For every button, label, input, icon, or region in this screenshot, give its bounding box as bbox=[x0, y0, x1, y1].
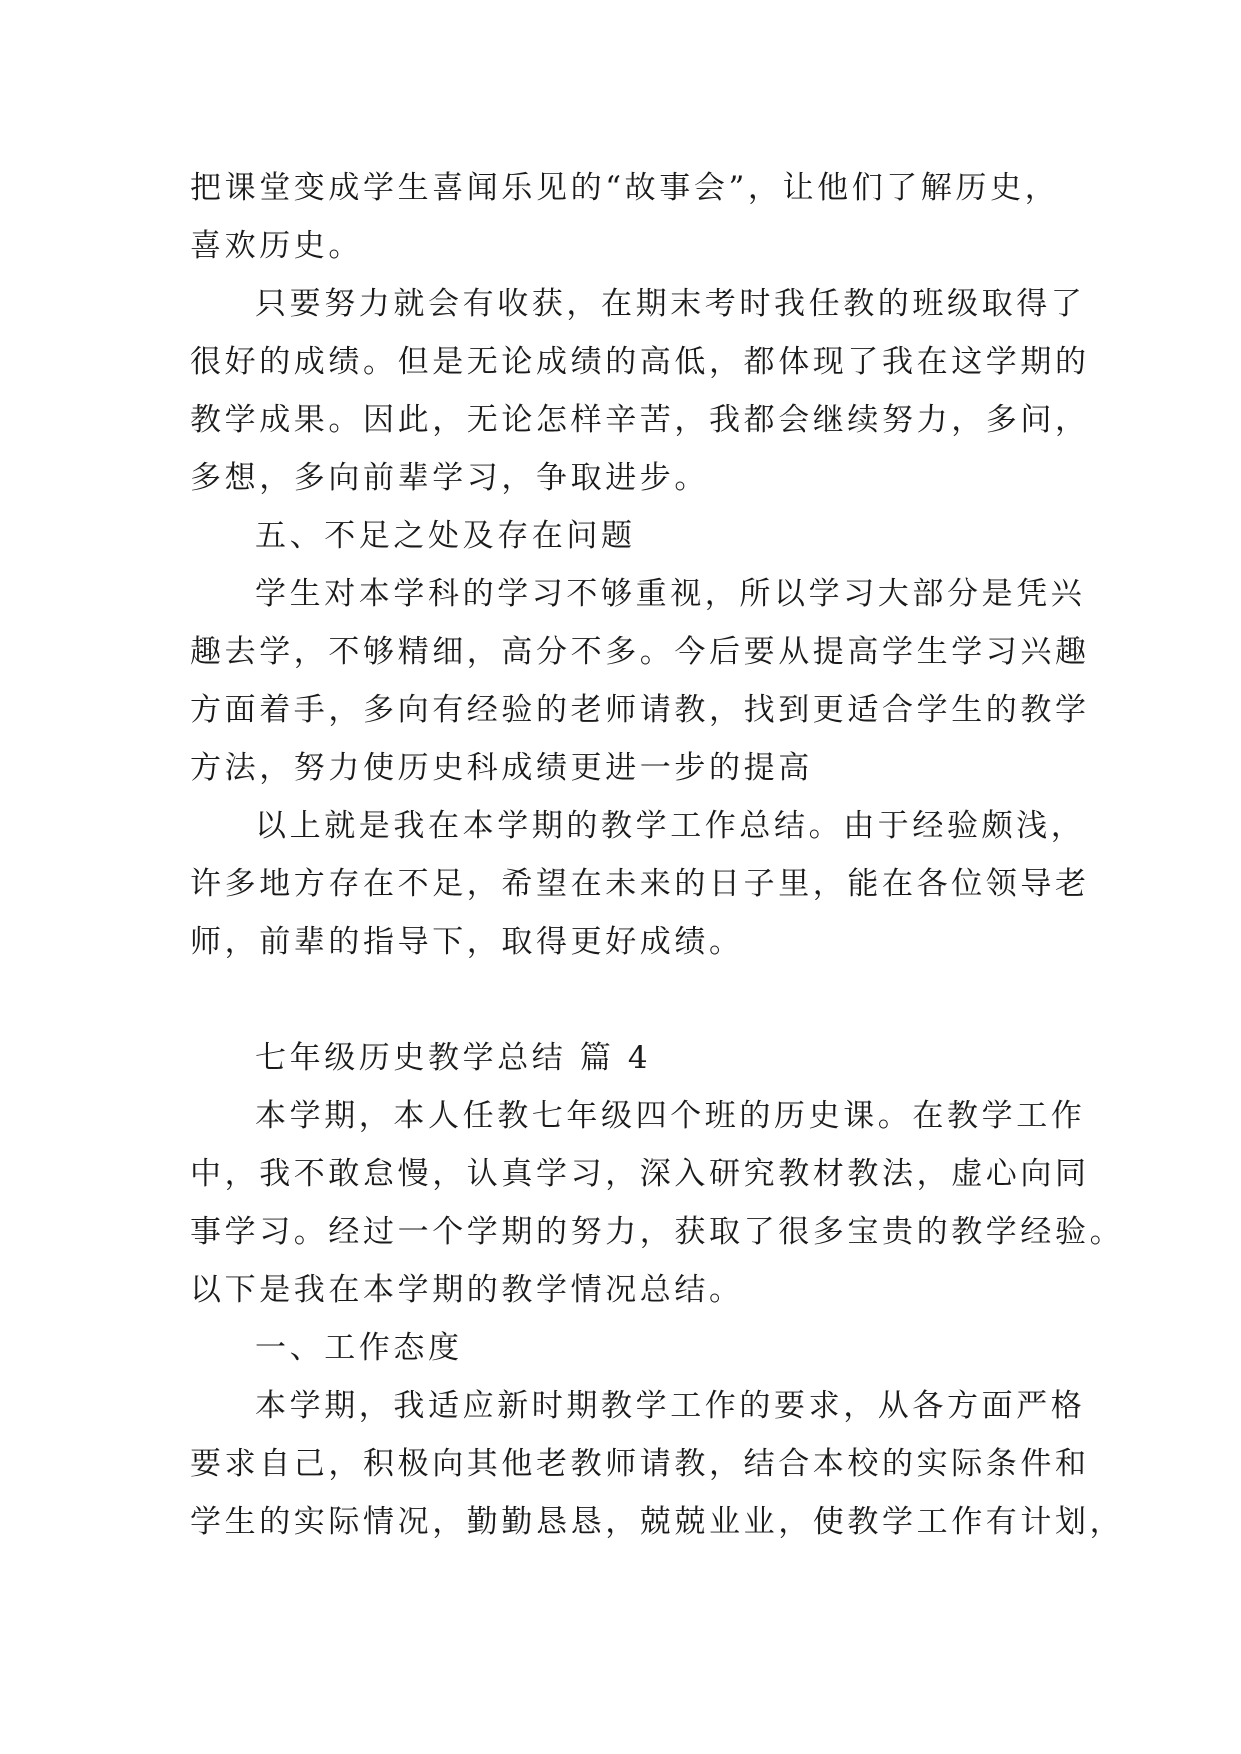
paragraph-line: 趣去学，不够精细，高分不多。今后要从提高学生学习兴趣 bbox=[190, 634, 1090, 670]
paragraph-line: 方法，努力使历史科成绩更进一步的提高 bbox=[190, 750, 813, 786]
paragraph-line: 许多地方存在不足，希望在未来的日子里，能在各位领导老 bbox=[190, 866, 1090, 902]
paragraph-line: 中，我不敢怠慢，认真学习，深入研究教材教法，虚心向同 bbox=[190, 1156, 1090, 1192]
paragraph-line: 本学期，我适应新时期教学工作的要求，从各方面严格 bbox=[255, 1388, 1086, 1424]
paragraph-line: 事学习。经过一个学期的努力，获取了很多宝贵的教学经验。 bbox=[190, 1214, 1125, 1250]
paragraph-line: 喜欢历史。 bbox=[190, 228, 363, 264]
paragraph-line: 以下是我在本学期的教学情况总结。 bbox=[190, 1272, 744, 1308]
paragraph-line: 教学成果。因此，无论怎样辛苦，我都会继续努力，多问， bbox=[190, 402, 1090, 438]
paragraph-line: 学生对本学科的学习不够重视，所以学习大部分是凭兴 bbox=[255, 576, 1086, 612]
article-title: 七年级历史教学总结 篇 4 bbox=[255, 1040, 652, 1076]
section-heading: 五、不足之处及存在问题 bbox=[255, 518, 636, 554]
paragraph-line: 学生的实际情况，勤勤恳恳，兢兢业业，使教学工作有计划， bbox=[190, 1504, 1125, 1540]
paragraph-line: 以上就是我在本学期的教学工作总结。由于经验颇浅， bbox=[255, 808, 1086, 844]
section-heading: 一、工作态度 bbox=[255, 1330, 463, 1366]
paragraph-line: 本学期，本人任教七年级四个班的历史课。在教学工作 bbox=[255, 1098, 1086, 1134]
paragraph-line: 把课堂变成学生喜闻乐见的“故事会”，让他们了解历史， bbox=[190, 170, 1060, 206]
paragraph-line: 师，前辈的指导下，取得更好成绩。 bbox=[190, 924, 744, 960]
paragraph-line: 只要努力就会有收获，在期末考时我任教的班级取得了 bbox=[255, 286, 1086, 322]
paragraph-line: 方面着手，多向有经验的老师请教，找到更适合学生的教学 bbox=[190, 692, 1090, 728]
paragraph-line: 要求自己，积极向其他老教师请教，结合本校的实际条件和 bbox=[190, 1446, 1090, 1482]
paragraph-line: 很好的成绩。但是无论成绩的高低，都体现了我在这学期的 bbox=[190, 344, 1090, 380]
paragraph-line: 多想，多向前辈学习，争取进步。 bbox=[190, 460, 709, 496]
